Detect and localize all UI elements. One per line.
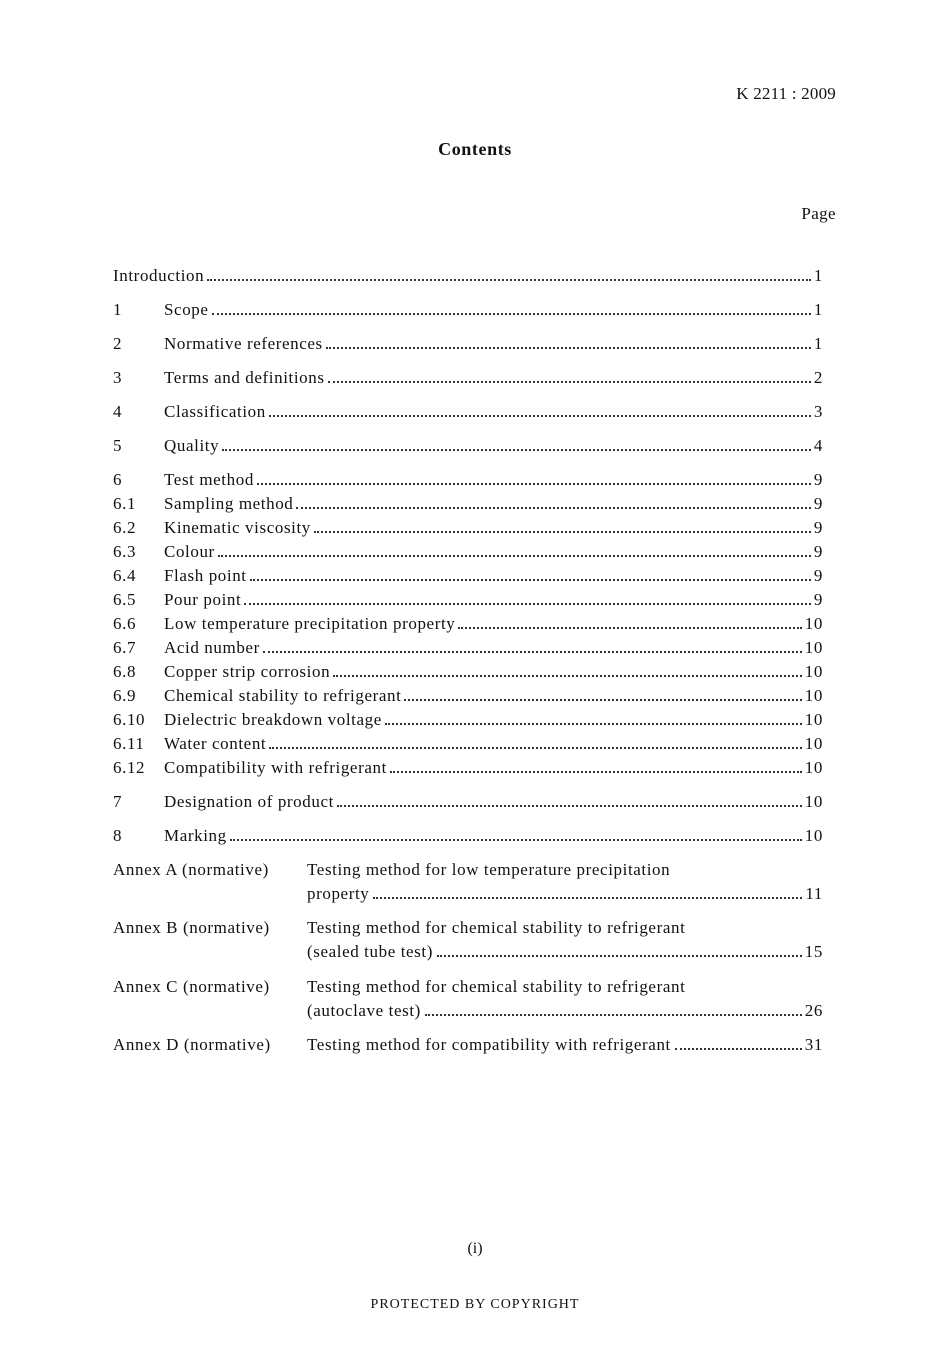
toc-entry[interactable]: [113, 686, 823, 708]
toc-entry-number: 6.4: [113, 566, 137, 585]
toc-entry[interactable]: [113, 792, 823, 814]
dot-leader: [222, 449, 811, 451]
dot-leader: [458, 627, 801, 629]
dot-leader: [269, 747, 802, 749]
toc-entry-page: 3: [813, 402, 823, 421]
dot-leader: [218, 555, 811, 557]
toc-entry[interactable]: [113, 590, 823, 612]
dot-leader: [250, 579, 811, 581]
toc-entry-title: Low temperature precipitation property: [164, 614, 456, 633]
annex-label: Annex C (normative): [113, 977, 270, 996]
dot-leader: [425, 1014, 802, 1016]
toc-entry-page: 10: [804, 758, 823, 777]
toc-entry-number: 6.3: [113, 542, 137, 561]
toc-entry[interactable]: [113, 436, 823, 458]
toc-entry-page: 2: [813, 368, 823, 387]
dot-leader: [207, 279, 811, 281]
annex-title-line: (autoclave test): [307, 1001, 421, 1020]
annex-title-line: property: [307, 884, 370, 903]
dot-leader: [404, 699, 801, 701]
dot-leader: [212, 313, 811, 315]
toc-entry-number: 3: [113, 368, 123, 387]
dot-leader: [333, 675, 802, 677]
annex-label: Annex D (normative): [113, 1035, 271, 1054]
toc-entry-title: Terms and definitions: [164, 368, 325, 387]
toc-entry-title: Marking: [164, 826, 227, 845]
annex-title-line: Testing method for chemical stability to refrigerant: [307, 918, 686, 937]
dot-leader: [385, 723, 802, 725]
toc-entry-number: 6.1: [113, 494, 137, 513]
toc-entry[interactable]: [113, 614, 823, 636]
toc-entry[interactable]: [113, 758, 823, 780]
toc-entry-number: 6.9: [113, 686, 137, 705]
toc-entry-page: 9: [813, 542, 823, 561]
toc-entry[interactable]: [113, 300, 823, 322]
toc-entry-number: 6.5: [113, 590, 137, 609]
toc-entry-title: Scope: [164, 300, 209, 319]
toc-entry-number: 5: [113, 436, 123, 455]
toc-entry[interactable]: [113, 368, 823, 390]
toc-entry-page: 10: [804, 686, 823, 705]
toc-entry-page: 4: [813, 436, 823, 455]
toc-entry-page: 10: [804, 614, 823, 633]
dot-leader: [269, 415, 811, 417]
toc-entry-title: Designation of product: [164, 792, 334, 811]
toc-entry-page: 9: [813, 470, 823, 489]
toc-entry-number: 6.11: [113, 734, 145, 753]
toc-entry-page: 10: [804, 792, 823, 811]
toc-entry-title: Kinematic viscosity: [164, 518, 311, 537]
toc-entry-title: Classification: [164, 402, 266, 421]
toc-entry-title: Compatibility with refrigerant: [164, 758, 387, 777]
toc-entry-title: Test method: [164, 470, 254, 489]
toc-entry-title: Sampling method: [164, 494, 294, 513]
dot-leader: [230, 839, 802, 841]
toc-entry-title: Copper strip corrosion: [164, 662, 331, 681]
toc-entry-page: 10: [804, 734, 823, 753]
toc-entry[interactable]: [113, 402, 823, 424]
annex-page: 11: [805, 884, 823, 903]
toc-entry-title: Water content: [164, 734, 267, 753]
toc-entry-number: 6.12: [113, 758, 146, 777]
toc-entry-page: 9: [813, 494, 823, 513]
toc-entry-page: 10: [804, 826, 823, 845]
toc-entry-title: Pour point: [164, 590, 242, 609]
toc-entry-number: 6.6: [113, 614, 137, 633]
toc-entry-page: 10: [804, 662, 823, 681]
toc-entry[interactable]: [113, 566, 823, 588]
annex-page: 31: [804, 1035, 823, 1054]
dot-leader: [328, 381, 811, 383]
toc-entry[interactable]: [113, 826, 823, 848]
page-title: Contents: [438, 139, 512, 159]
dot-leader: [296, 507, 810, 509]
toc-entry[interactable]: [113, 470, 823, 492]
toc-entry-title: Colour: [164, 542, 215, 561]
dot-leader: [257, 483, 811, 485]
annex-label: Annex B (normative): [113, 918, 270, 937]
copyright-notice: PROTECTED BY COPYRIGHT: [370, 1297, 580, 1312]
toc-entry-page: 1: [813, 334, 823, 353]
document-number: K 2211 : 2009: [736, 84, 836, 103]
annex-title-line: Testing method for compatibility with refrigerant: [307, 1035, 671, 1054]
toc-entry-page: 9: [813, 518, 823, 537]
annex-title-line: Testing method for chemical stability to refrigerant: [307, 977, 686, 996]
dot-leader: [390, 771, 802, 773]
toc-entry[interactable]: [113, 334, 823, 356]
toc-entry[interactable]: [113, 638, 823, 660]
dot-leader: [675, 1048, 802, 1050]
toc-entry-number: 6.10: [113, 710, 146, 729]
toc-entry[interactable]: [113, 710, 823, 732]
toc-entry-page: 1: [813, 266, 823, 285]
toc-entry-number: 1: [113, 300, 123, 319]
dot-leader: [314, 531, 811, 533]
toc-entry-title: Normative references: [164, 334, 323, 353]
dot-leader: [244, 603, 811, 605]
toc-entry-number: 8: [113, 826, 123, 845]
toc-entry-number: 4: [113, 402, 123, 421]
toc-entry-page: 10: [804, 710, 823, 729]
toc-entry-title: Acid number: [164, 638, 260, 657]
toc-entry[interactable]: [113, 542, 823, 564]
toc-entry-page: 10: [804, 638, 823, 657]
toc-entry-page: 9: [813, 590, 823, 609]
toc-entry[interactable]: [113, 662, 823, 684]
toc-entry-number: 6.2: [113, 518, 137, 537]
toc-entry-page: 1: [813, 300, 823, 319]
toc-entry[interactable]: [113, 266, 823, 288]
toc-entry-title: Chemical stability to refrigerant: [164, 686, 402, 705]
toc-entry-number: 6: [113, 470, 123, 489]
dot-leader: [326, 347, 811, 349]
toc-entry-number: 2: [113, 334, 123, 353]
footer-page-number: (i): [467, 1240, 483, 1257]
dot-leader: [437, 955, 802, 957]
dot-leader: [263, 651, 802, 653]
toc-entry-title: Introduction: [113, 266, 205, 285]
dot-leader: [337, 805, 802, 807]
toc-entry[interactable]: [113, 518, 823, 540]
annex-label: Annex A (normative): [113, 860, 269, 879]
dot-leader: [373, 897, 802, 899]
toc-entry[interactable]: [113, 734, 823, 756]
toc-entry-title: Dielectric breakdown voltage: [164, 710, 382, 729]
annex-title-line: (sealed tube test): [307, 942, 433, 961]
page-column-label: Page: [801, 204, 836, 223]
toc-entry-title: Quality: [164, 436, 220, 455]
toc-entry-number: 7: [113, 792, 123, 811]
annex-page: 15: [804, 942, 823, 961]
toc-entry-number: 6.7: [113, 638, 137, 657]
annex-title-line: Testing method for low temperature precipitation: [307, 860, 671, 879]
annex-page: 26: [804, 1001, 823, 1020]
toc-entry-number: 6.8: [113, 662, 137, 681]
toc-entry[interactable]: [113, 494, 823, 516]
toc-entry-page: 9: [813, 566, 823, 585]
toc-entry-title: Flash point: [164, 566, 247, 585]
